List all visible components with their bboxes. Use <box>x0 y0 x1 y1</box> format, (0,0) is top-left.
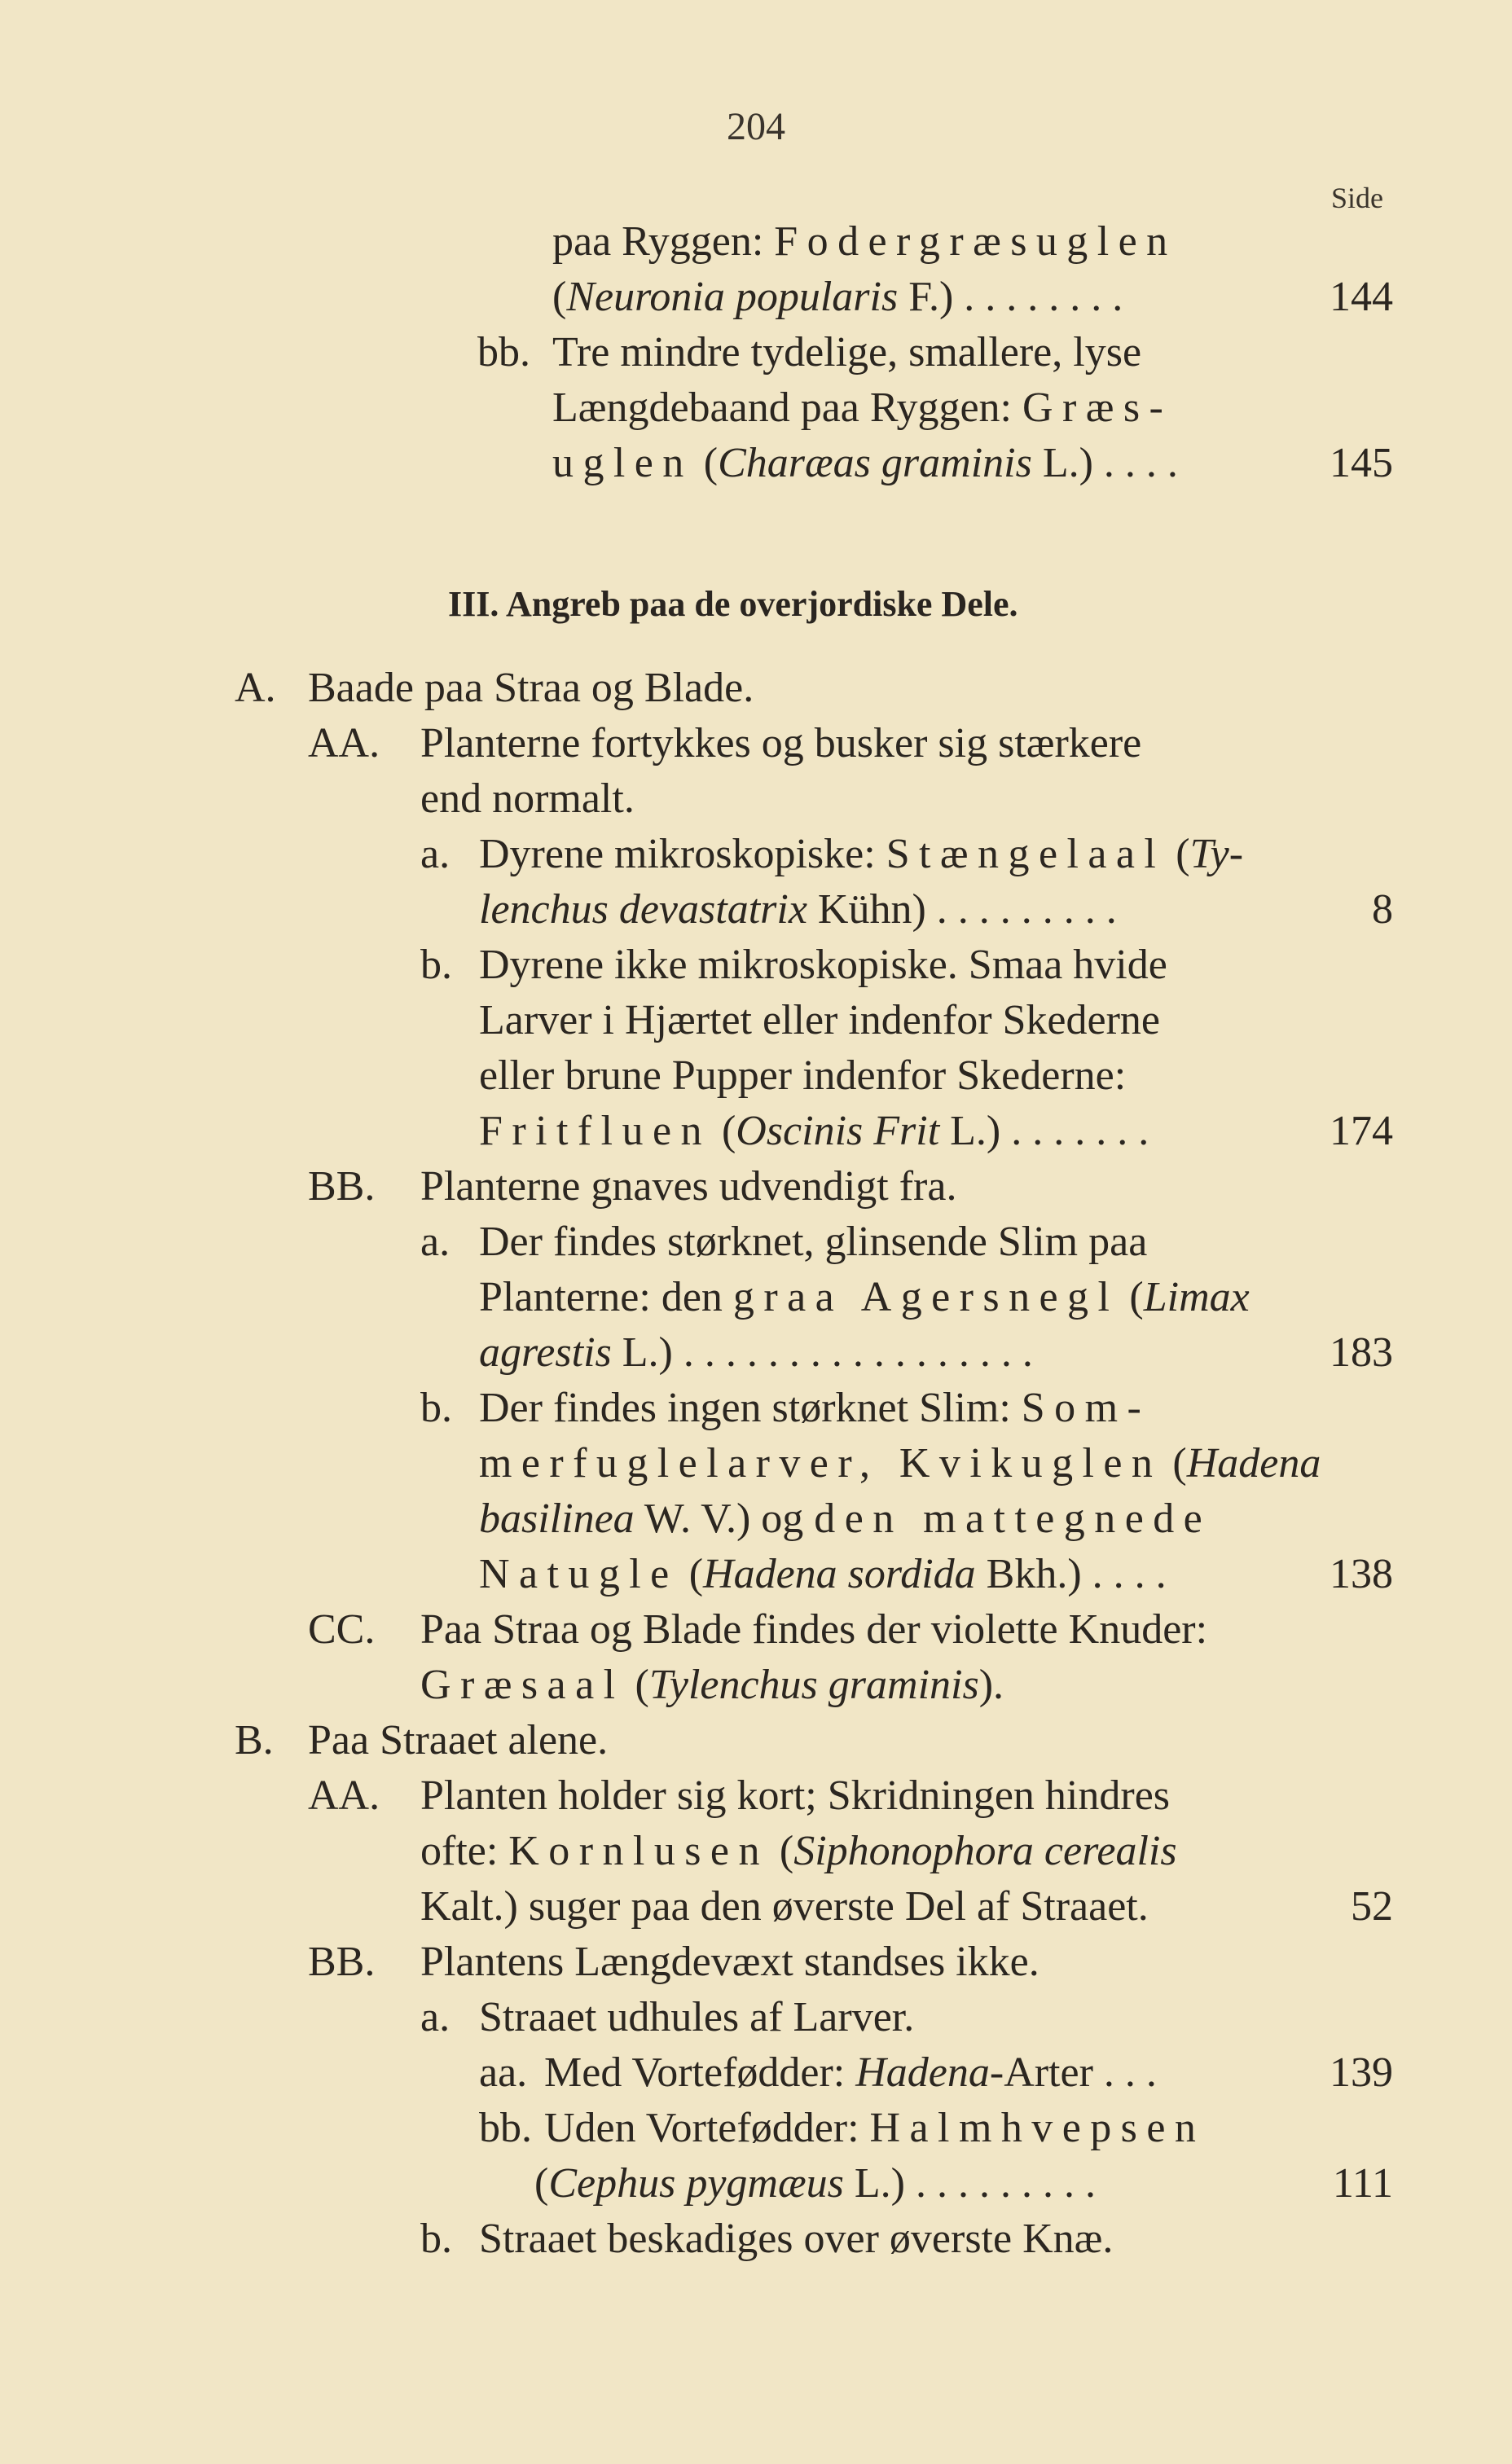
list-marker: aa. <box>479 2049 528 2096</box>
entry-line: Natugle (Hadena sordida Bkh.) . . . . <box>479 1551 1167 1597</box>
entry-line: lenchus devastatrix Kühn) . . . . . . . . . <box>479 886 1117 933</box>
list-marker: BB. <box>308 1939 376 1985</box>
list-marker: B. <box>235 1717 274 1763</box>
page-number: 204 <box>727 105 785 148</box>
entry-line: Baade paa Straa og Blade. <box>308 665 754 711</box>
entry-line: (Cephus pygmæus L.) . . . . . . . . . <box>534 2160 1096 2207</box>
side-column-label: Side <box>1331 182 1384 214</box>
entry-line: Straaet beskadiges over øverste Knæ. <box>479 2216 1114 2262</box>
entry-line: Kalt.) suger paa den øverste Del af Straaet. <box>420 1883 1149 1930</box>
page-reference: 183 <box>1330 1329 1393 1376</box>
list-marker: AA. <box>308 720 380 766</box>
entry-line: agrestis L.) . . . . . . . . . . . . . . . . . <box>479 1329 1033 1376</box>
list-marker: CC. <box>308 1606 376 1653</box>
entry-line: basilinea W. V.) og den mattegnede <box>479 1496 1212 1542</box>
entry-line: Planterne: den graa Agersnegl (Limax <box>479 1274 1250 1320</box>
entry-line: Plantens Længdevæxt standses ikke. <box>420 1939 1040 1985</box>
entry-line: Dyrene ikke mikroskopiske. Smaa hvide <box>479 942 1167 988</box>
list-marker: b. <box>420 942 452 988</box>
list-marker: a. <box>420 831 451 877</box>
entry-line: paa Ryggen: Fodergræsuglen <box>552 218 1177 265</box>
page-reference: 111 <box>1332 2160 1393 2207</box>
entry-line: Paa Straaet alene. <box>308 1717 609 1763</box>
entry-line: Paa Straa og Blade findes der violette Knuder: <box>420 1606 1208 1653</box>
entry-line: ofte: Kornlusen (Siphonophora cerealis <box>420 1828 1177 1874</box>
entry-line: Der findes ingen størknet Slim: Som- <box>479 1385 1151 1431</box>
section-heading: III. Angreb paa de overjordiske Dele. <box>448 584 1018 624</box>
entry-line: Der findes størknet, glinsende Slim paa <box>479 1219 1148 1265</box>
entry-line: Længdebaand paa Ryggen: Græs- <box>552 384 1173 431</box>
entry-line: Dyrene mikroskopiske: Stængelaal (Ty- <box>479 831 1244 877</box>
entry-line: Fritfluen (Oscinis Frit L.) . . . . . . . <box>479 1108 1149 1154</box>
entry-line: eller brune Pupper indenfor Skederne: <box>479 1052 1127 1099</box>
entry-line: merfuglelarver, Kvikuglen (Hadena <box>479 1440 1321 1487</box>
entry-line: (Neuronia popularis F.) . . . . . . . . <box>552 274 1123 320</box>
entry-line: Larver i Hjærtet eller indenfor Skederne <box>479 997 1160 1043</box>
entry-line: Græsaal (Tylenchus graminis). <box>420 1662 1004 1708</box>
entry-line: Planterne fortykkes og busker sig stærkere <box>420 720 1142 766</box>
entry-line: Uden Vortefødder: Halmhvepsen <box>544 2105 1206 2151</box>
entry-line: Straaet udhules af Larver. <box>479 1994 915 2040</box>
list-marker: bb. <box>477 329 530 376</box>
entry-line: Med Vortefødder: Hadena-Arter . . . <box>544 2049 1157 2096</box>
page-reference: 174 <box>1330 1108 1393 1154</box>
page-reference: 8 <box>1372 886 1393 933</box>
page-reference: 52 <box>1351 1883 1393 1930</box>
list-marker: a. <box>420 1219 451 1265</box>
page-reference: 139 <box>1330 2049 1393 2096</box>
entry-line: Planten holder sig kort; Skridningen hindres <box>420 1772 1171 1819</box>
entry-line: Tre mindre tydelige, smallere, lyse <box>552 329 1142 376</box>
page-reference: 145 <box>1330 440 1393 486</box>
entry-line: end normalt. <box>420 775 635 822</box>
list-marker: BB. <box>308 1163 376 1210</box>
list-marker: bb. <box>479 2105 532 2151</box>
list-marker: b. <box>420 2216 452 2262</box>
list-marker: AA. <box>308 1772 380 1819</box>
page-reference: 144 <box>1330 274 1393 320</box>
list-marker: A. <box>235 665 276 711</box>
page-reference: 138 <box>1330 1551 1393 1597</box>
list-marker: a. <box>420 1994 451 2040</box>
list-marker: b. <box>420 1385 452 1431</box>
entry-line: uglen (Charæas graminis L.) . . . . <box>552 440 1178 486</box>
entry-line: Planterne gnaves udvendigt fra. <box>420 1163 957 1210</box>
